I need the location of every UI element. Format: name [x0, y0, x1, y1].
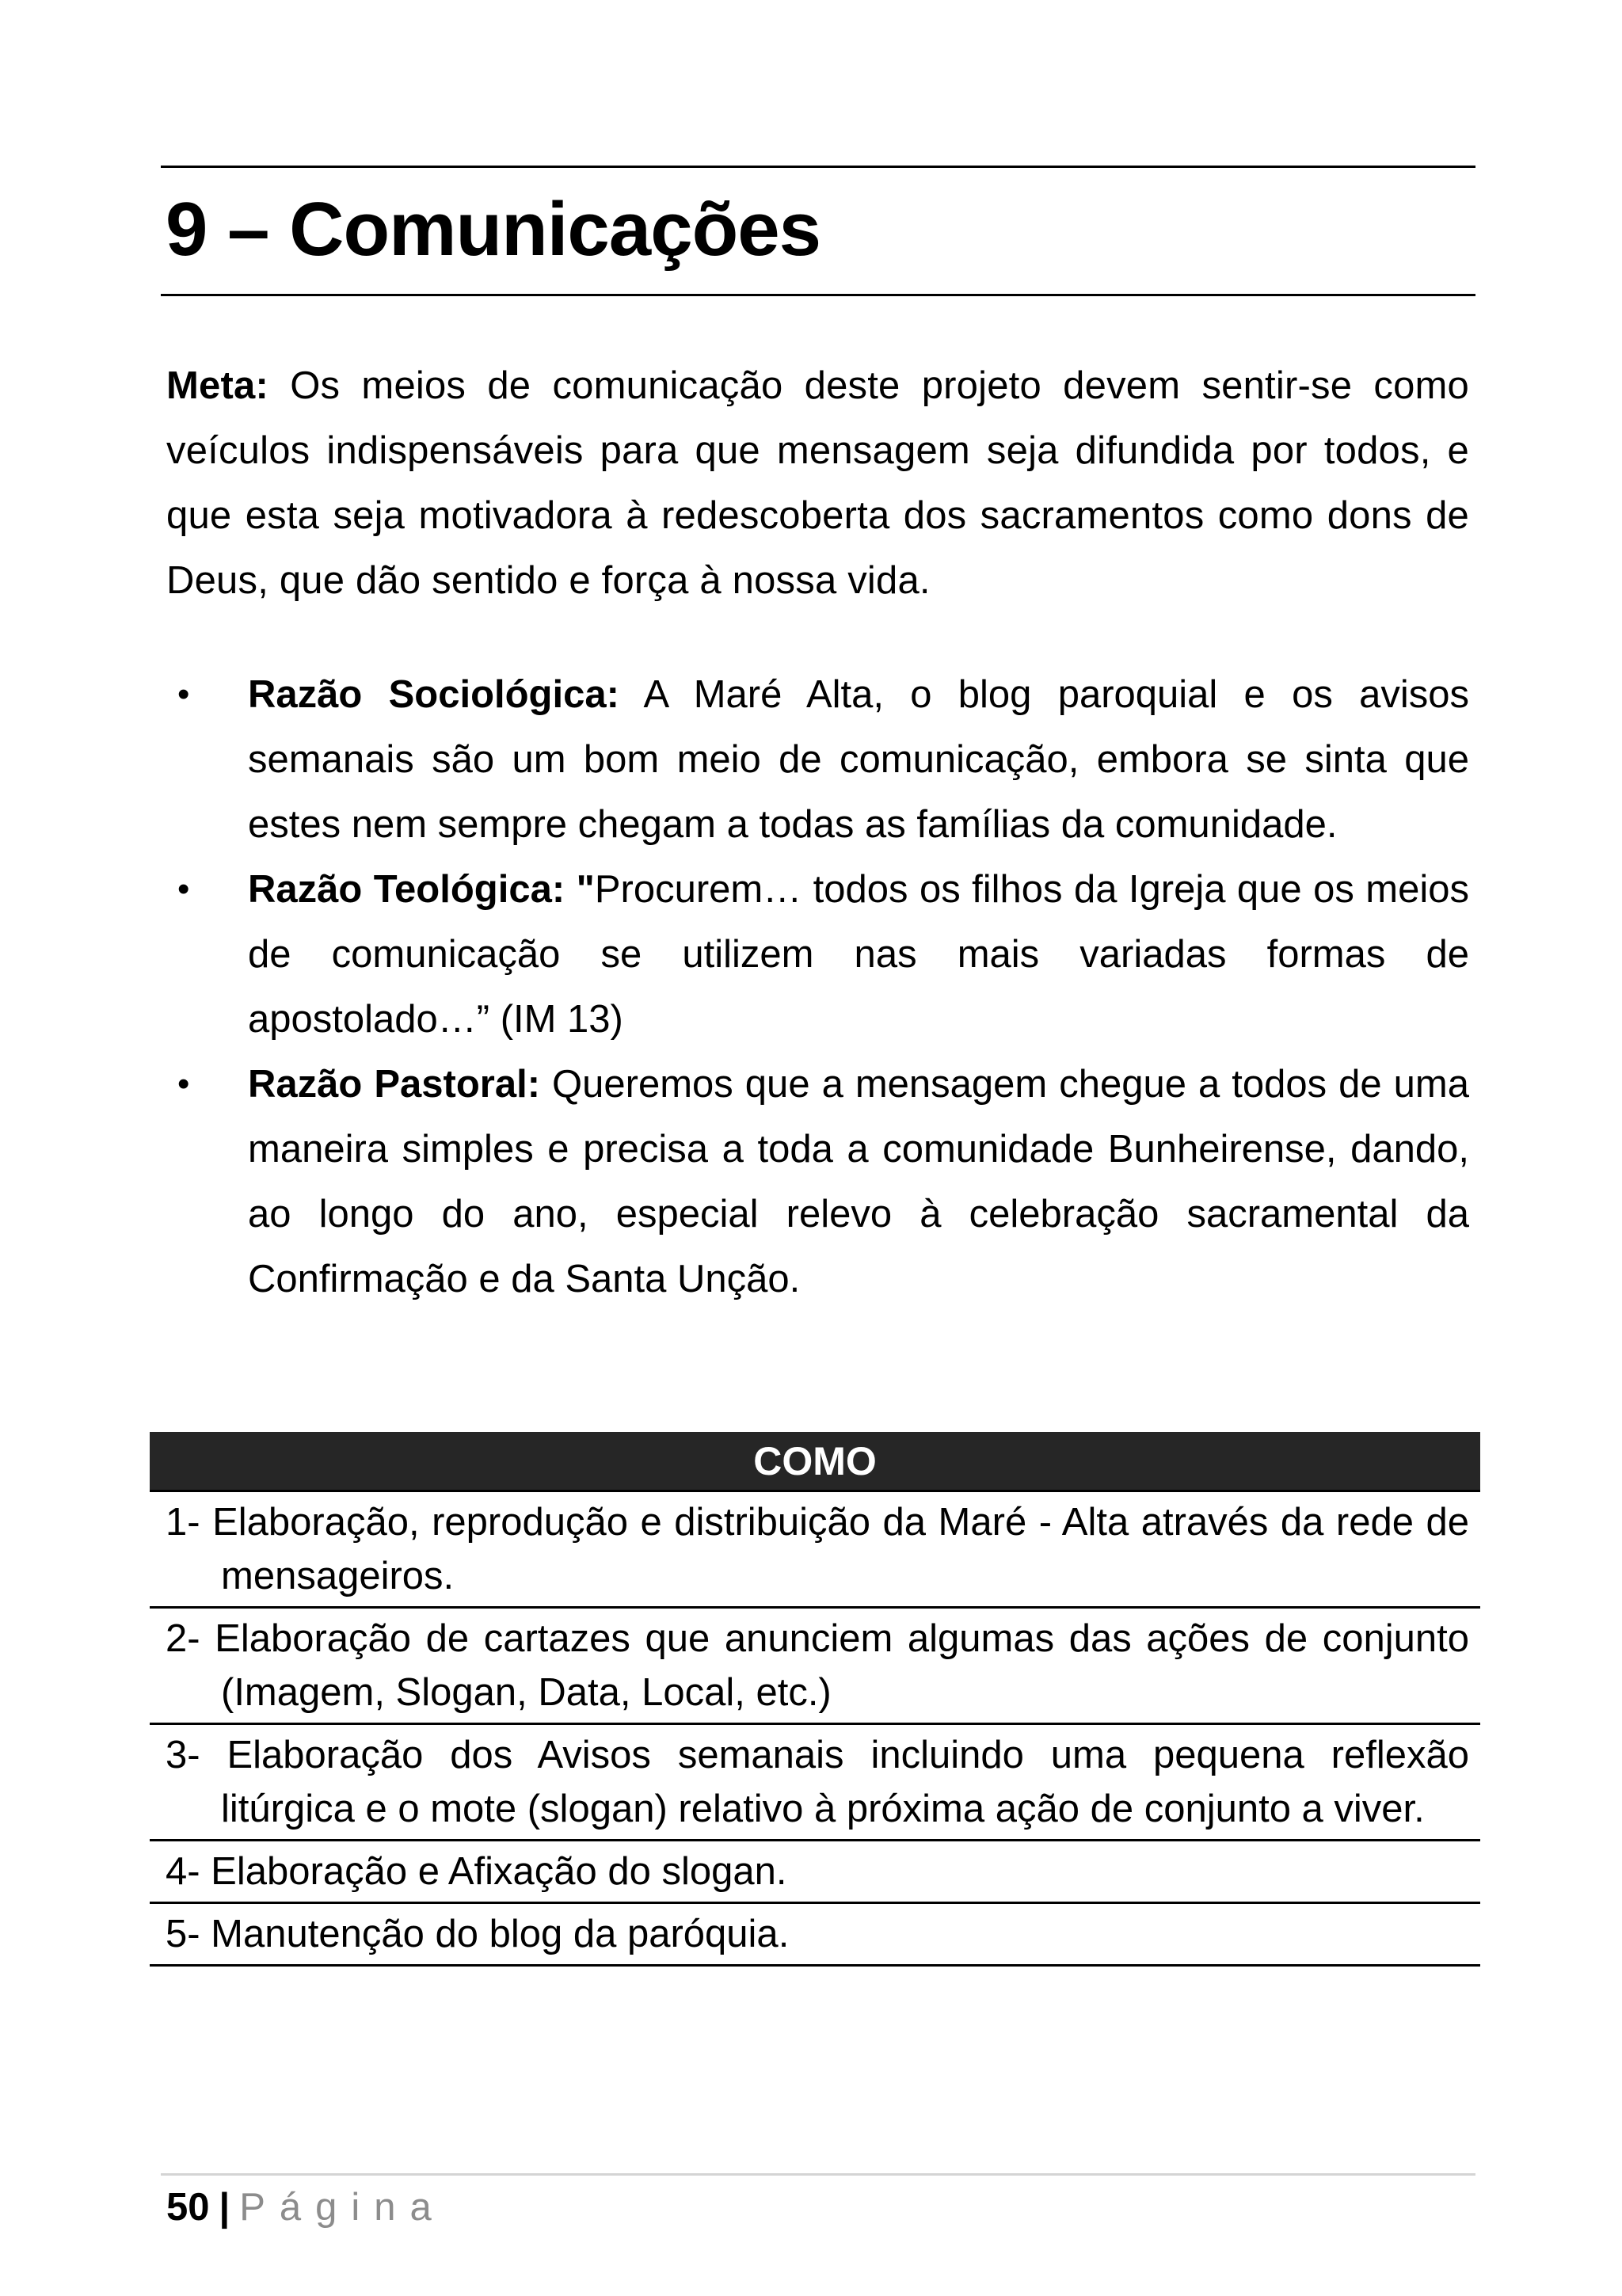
como-item: 1- Elaboração, reprodução e distribuição da Maré - Alta através da rede de mensageiros. — [166, 1501, 1469, 1597]
bullet-icon: • — [177, 675, 190, 714]
meta-paragraph — [166, 353, 1469, 613]
reason-item-sociological — [166, 662, 1469, 857]
reason-text: A Maré Alta, o blog paroquial e os avisos semanais são um bom meio de comunicação, embora se sinta que estes nem sempre chegam a todas as famílias da comunidade. — [248, 673, 1469, 846]
table-row — [150, 1491, 1480, 1608]
heading-bottom-rule — [161, 294, 1475, 296]
reason-text: Procurem… todos os filhos da Igreja que os meios de comunicação se utilizem nas mais variadas formas de apostolado…” (IM 13) — [248, 868, 1469, 1041]
page-number: 50 — [166, 2186, 210, 2229]
table-row — [150, 1903, 1480, 1966]
meta-label: Meta: — [166, 364, 268, 407]
page-word: Página — [239, 2186, 446, 2229]
como-item: 4- Elaboração e Afixação do slogan. — [166, 1850, 787, 1893]
reason-text: Queremos que a mensagem chegue a todos de uma maneira simples e precisa a toda a comunidade Bunheirense, dando, ao longo do ano, especial relevo à celebração sacramental da Confirmação e da Santa Unção. — [248, 1063, 1469, 1300]
reason-item-theological — [166, 857, 1469, 1052]
como-header-row — [150, 1432, 1480, 1491]
reason-item-pastoral — [166, 1052, 1469, 1312]
como-table — [150, 1432, 1480, 1967]
bullet-icon: • — [177, 870, 190, 908]
reason-label: Razão Pastoral: — [248, 1063, 541, 1106]
reason-label: Razão Teológica: " — [248, 868, 595, 911]
table-row — [150, 1724, 1480, 1841]
heading-top-rule — [161, 166, 1475, 168]
como-item: 3- Elaboração dos Avisos semanais incluindo uma pequena reflexão litúrgica e o mote (slogan) relativo à próxima ação de conjunto a viver. — [166, 1734, 1469, 1830]
page-footer — [166, 2180, 446, 2235]
section-title: 9 – Comunicações — [166, 187, 821, 272]
table-row — [150, 1841, 1480, 1903]
como-item: 5- Manutenção do blog da paróquia. — [166, 1913, 790, 1955]
como-item: 2- Elaboração de cartazes que anunciem algumas das ações de conjunto (Imagem, Slogan, Data, Local, etc.) — [166, 1617, 1469, 1714]
footer-rule — [161, 2173, 1475, 2176]
bullet-icon: • — [177, 1064, 190, 1103]
meta-text: Os meios de comunicação deste projeto devem sentir-se como veículos indispensáveis para que mensagem seja difundida por todos, e que esta seja motivadora à redescoberta dos sacramentos como dons de Deus, que dão sentido e força à nossa vida. — [166, 364, 1469, 602]
reasons-list — [166, 662, 1469, 1312]
reason-label: Razão Sociológica: — [248, 673, 619, 716]
table-row — [150, 1608, 1480, 1724]
como-header: COMO — [150, 1432, 1480, 1491]
footer-separator: | — [219, 2186, 230, 2229]
